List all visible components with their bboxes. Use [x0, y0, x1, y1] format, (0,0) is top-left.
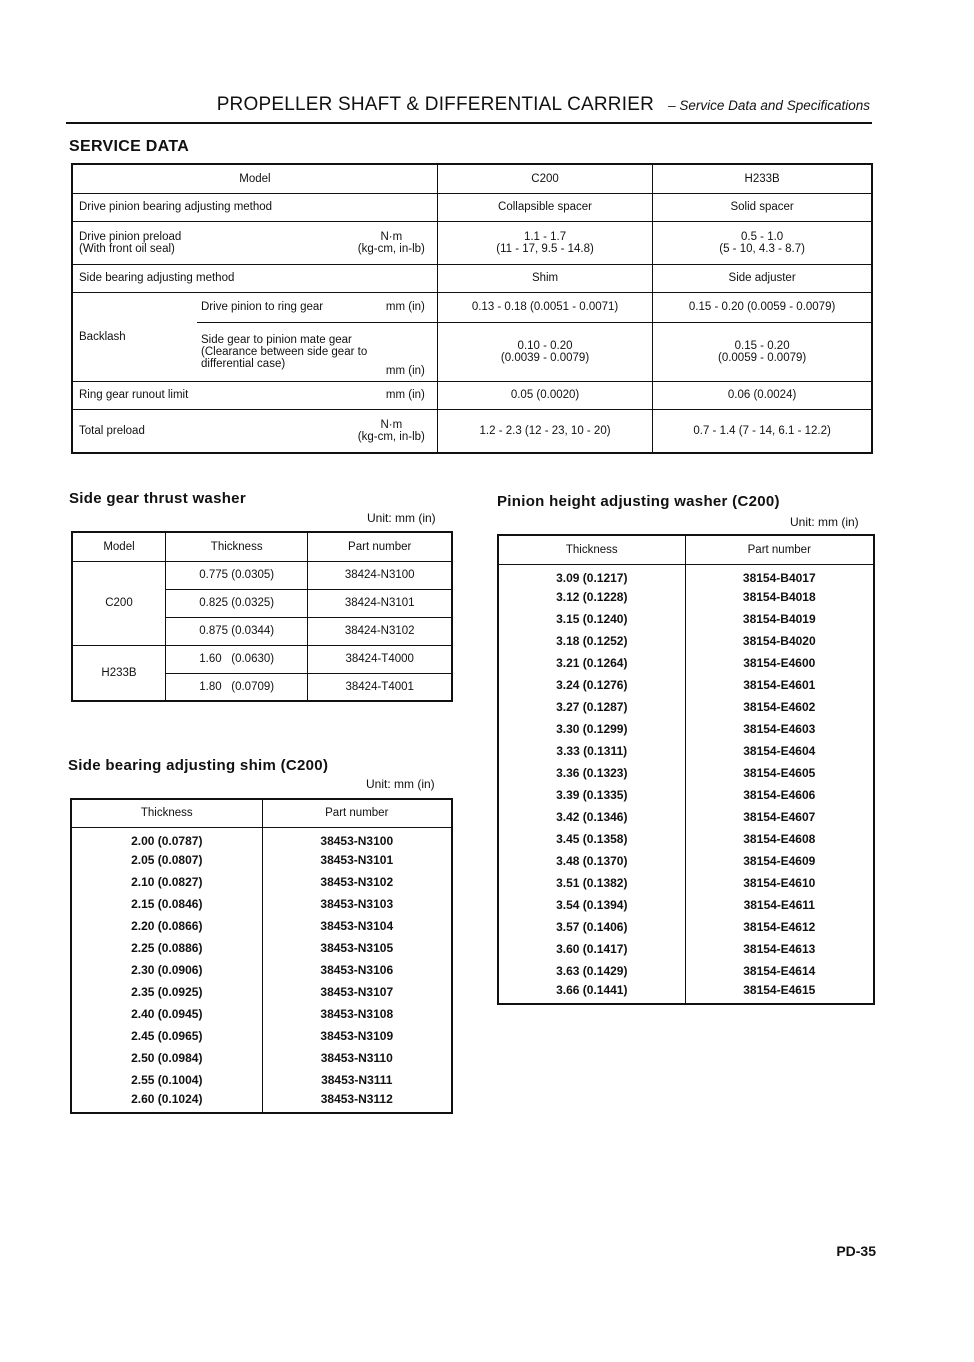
thickness-cell: 2.60 (0.1024)	[71, 1091, 262, 1113]
thickness-cell: 3.33 (0.1311)	[498, 740, 685, 762]
table-row	[498, 872, 874, 894]
thickness-cell: 3.39 (0.1335)	[498, 784, 685, 806]
pinion-washer-unit: Unit: mm (in)	[790, 515, 859, 529]
table-row-thickness: 0.775 (0.0305)	[165, 561, 307, 589]
table-row	[498, 938, 874, 960]
thickness-cell: 3.51 (0.1382)	[498, 872, 685, 894]
part-number-cell: 38154-E4612	[685, 916, 874, 938]
backlash-side-label: Side gear to pinion mate gear	[201, 333, 352, 346]
table-row-part: 38424-N3102	[308, 617, 452, 645]
header-model: Model	[72, 164, 437, 193]
part-number-cell: 38154-B4017	[685, 564, 874, 586]
thickness-cell: 2.00 (0.0787)	[71, 827, 262, 849]
part-number-cell: 38453-N3105	[262, 937, 452, 959]
part-number-cell: 38154-E4615	[685, 982, 874, 1004]
pinion-preload-unit: N·m	[380, 230, 403, 243]
thickness-cell: 2.05 (0.0807)	[71, 849, 262, 871]
thrust-model-c200: C200	[72, 561, 165, 645]
thrust-washer-title: Side gear thrust washer	[69, 490, 246, 507]
part-number-cell: 38453-N3108	[262, 1003, 452, 1025]
part-number-cell: 38154-E4609	[685, 850, 874, 872]
thickness-cell: 3.21 (0.1264)	[498, 652, 685, 674]
backlash-cell	[72, 292, 437, 381]
runout-unit: mm (in)	[385, 389, 425, 401]
part-number-cell: 38154-E4610	[685, 872, 874, 894]
thrust-header-part: Part number	[308, 532, 452, 561]
part-number-cell: 38453-N3111	[262, 1069, 452, 1091]
backlash-label: Backlash	[79, 330, 126, 343]
pinion-preload-sublabel: (With front oil seal)	[79, 242, 175, 255]
part-number-cell: 38453-N3100	[262, 827, 452, 849]
thickness-cell: 3.18 (0.1252)	[498, 630, 685, 652]
table-row	[498, 608, 874, 630]
table-row	[498, 982, 874, 1004]
backlash-ring-h233b: 0.15 - 0.20 (0.0059 - 0.0079)	[653, 292, 872, 322]
pinion-preload-h233b	[653, 221, 872, 264]
side-method-c200: Shim	[437, 264, 652, 292]
table-row	[498, 586, 874, 608]
part-number-cell: 38154-E4605	[685, 762, 874, 784]
runout-label-cell	[72, 381, 437, 409]
table-row	[498, 828, 874, 850]
thickness-cell: 2.30 (0.0906)	[71, 959, 262, 981]
page-title: PROPELLER SHAFT & DIFFERENTIAL CARRIER	[216, 94, 654, 115]
thrust-model-h233b: H233B	[72, 645, 165, 701]
table-row	[498, 960, 874, 982]
part-number-cell: 38453-N3106	[262, 959, 452, 981]
pinion-method-h233b: Solid spacer	[653, 193, 872, 221]
thickness-cell: 3.57 (0.1406)	[498, 916, 685, 938]
pinion-preload-h233b-value: 0.5 - 1.0	[741, 230, 784, 243]
total-preload-h233b: 0.7 - 1.4 (7 - 14, 6.1 - 12.2)	[653, 409, 872, 453]
thickness-cell: 2.35 (0.0925)	[71, 981, 262, 1003]
runout-label: Ring gear runout limit	[79, 389, 189, 401]
table-row	[498, 652, 874, 674]
thickness-cell: 3.09 (0.1217)	[498, 564, 685, 586]
service-data-table	[71, 163, 873, 454]
part-number-cell: 38154-E4607	[685, 806, 874, 828]
part-number-cell: 38453-N3112	[262, 1091, 452, 1113]
table-row-part: 38424-T4000	[308, 645, 452, 673]
pinion-washer-table	[497, 534, 875, 1005]
part-number-cell: 38154-E4611	[685, 894, 874, 916]
page-header	[66, 90, 872, 124]
table-row-thickness: 0.875 (0.0344)	[165, 617, 307, 645]
table-row-thickness: 1.60 (0.0630)	[165, 645, 307, 673]
shim-title: Side bearing adjusting shim (C200)	[68, 757, 329, 774]
part-number-cell: 38453-N3109	[262, 1025, 452, 1047]
pinion-preload-h233b-alt: (5 - 10, 4.3 - 8.7)	[719, 242, 805, 255]
backlash-side-h233b	[653, 322, 872, 381]
service-data-title: SERVICE DATA	[69, 138, 190, 155]
thickness-cell: 2.50 (0.0984)	[71, 1047, 262, 1069]
pinion-preload-label-cell	[72, 221, 437, 264]
thickness-cell: 3.12 (0.1228)	[498, 586, 685, 608]
runout-h233b: 0.06 (0.0024)	[653, 381, 872, 409]
thrust-washer-unit: Unit: mm (in)	[367, 511, 436, 525]
part-number-cell: 38154-E4606	[685, 784, 874, 806]
backlash-side-label3: differential case)	[201, 357, 286, 370]
thickness-cell: 3.45 (0.1358)	[498, 828, 685, 850]
page-subtitle: – Service Data and Specifications	[668, 98, 870, 113]
table-row	[498, 740, 874, 762]
thrust-washer-table	[71, 531, 453, 702]
table-row	[498, 762, 874, 784]
thickness-cell: 3.30 (0.1299)	[498, 718, 685, 740]
thickness-cell: 2.40 (0.0945)	[71, 1003, 262, 1025]
pinion-header-thickness: Thickness	[498, 535, 685, 564]
thickness-cell: 2.15 (0.0846)	[71, 893, 262, 915]
thickness-cell: 3.27 (0.1287)	[498, 696, 685, 718]
part-number-cell: 38154-E4604	[685, 740, 874, 762]
table-row	[498, 894, 874, 916]
pinion-preload-unit2: (kg-cm, in-lb)	[357, 242, 425, 255]
backlash-ring-unit: mm (in)	[385, 301, 425, 313]
backlash-ring-label: Drive pinion to ring gear	[201, 301, 324, 313]
table-row-part: 38424-N3101	[308, 589, 452, 617]
thickness-cell: 2.55 (0.1004)	[71, 1069, 262, 1091]
table-row	[71, 1003, 452, 1025]
shim-unit: Unit: mm (in)	[366, 777, 435, 791]
pinion-method-label: Drive pinion bearing adjusting method	[72, 193, 437, 221]
part-number-cell: 38453-N3107	[262, 981, 452, 1003]
pinion-washer-title: Pinion height adjusting washer (C200)	[497, 493, 780, 510]
part-number-cell: 38154-B4019	[685, 608, 874, 630]
table-row-thickness: 1.80 (0.0709)	[165, 673, 307, 701]
header-h233b: H233B	[653, 164, 872, 193]
side-method-h233b: Side adjuster	[653, 264, 872, 292]
table-row-part: 38424-T4001	[308, 673, 452, 701]
part-number-cell: 38154-E4614	[685, 960, 874, 982]
thickness-cell: 3.36 (0.1323)	[498, 762, 685, 784]
table-row	[498, 564, 874, 586]
thickness-cell: 3.63 (0.1429)	[498, 960, 685, 982]
part-number-cell: 38154-E4608	[685, 828, 874, 850]
thickness-cell: 3.48 (0.1370)	[498, 850, 685, 872]
table-row	[498, 630, 874, 652]
part-number-cell: 38453-N3103	[262, 893, 452, 915]
part-number-cell: 38154-E4613	[685, 938, 874, 960]
table-row	[498, 784, 874, 806]
table-row	[71, 1047, 452, 1069]
table-row	[71, 981, 452, 1003]
thickness-cell: 3.15 (0.1240)	[498, 608, 685, 630]
table-row	[498, 696, 874, 718]
thickness-cell: 2.20 (0.0866)	[71, 915, 262, 937]
backlash-side-unit: mm (in)	[385, 364, 425, 377]
part-number-cell: 38453-N3110	[262, 1047, 452, 1069]
table-row	[71, 937, 452, 959]
thrust-header-model: Model	[72, 532, 165, 561]
pinion-preload-c200	[437, 221, 652, 264]
table-row	[498, 718, 874, 740]
thickness-cell: 2.25 (0.0886)	[71, 937, 262, 959]
side-method-label: Side bearing adjusting method	[72, 264, 437, 292]
part-number-cell: 38453-N3104	[262, 915, 452, 937]
part-number-cell: 38154-B4020	[685, 630, 874, 652]
page-number: PD-35	[836, 1243, 876, 1259]
table-row-part: 38424-N3100	[308, 561, 452, 589]
table-row-thickness: 0.825 (0.0325)	[165, 589, 307, 617]
table-row	[71, 1025, 452, 1047]
backlash-side-h233b-alt: (0.0059 - 0.0079)	[717, 351, 807, 364]
pinion-preload-c200-value: 1.1 - 1.7	[523, 230, 567, 243]
thickness-cell: 3.54 (0.1394)	[498, 894, 685, 916]
table-row	[71, 849, 452, 871]
backlash-ring-c200: 0.13 - 0.18 (0.0051 - 0.0071)	[437, 292, 652, 322]
header-c200: C200	[437, 164, 652, 193]
backlash-side-c200-value: 0.10 - 0.20	[517, 339, 573, 352]
shim-header-thickness: Thickness	[71, 799, 262, 827]
backlash-side-h233b-value: 0.15 - 0.20	[734, 339, 790, 352]
table-row	[71, 893, 452, 915]
table-row	[498, 916, 874, 938]
backlash-side-c200-alt: (0.0039 - 0.0079)	[500, 351, 590, 364]
table-row	[71, 827, 452, 849]
total-preload-label: Total preload	[79, 424, 145, 437]
runout-c200: 0.05 (0.0020)	[437, 381, 652, 409]
thickness-cell: 2.10 (0.0827)	[71, 871, 262, 893]
table-row	[498, 674, 874, 696]
backlash-side-c200	[437, 322, 652, 381]
table-row	[71, 871, 452, 893]
thrust-header-thickness: Thickness	[165, 532, 307, 561]
pinion-method-c200: Collapsible spacer	[437, 193, 652, 221]
part-number-cell: 38154-B4018	[685, 586, 874, 608]
total-preload-unit2: (kg-cm, in-lb)	[357, 430, 425, 443]
total-preload-c200: 1.2 - 2.3 (12 - 23, 10 - 20)	[437, 409, 652, 453]
thickness-cell: 2.45 (0.0965)	[71, 1025, 262, 1047]
thickness-cell: 3.24 (0.1276)	[498, 674, 685, 696]
part-number-cell: 38453-N3102	[262, 871, 452, 893]
shim-table	[70, 798, 453, 1114]
table-row	[71, 959, 452, 981]
part-number-cell: 38154-E4600	[685, 652, 874, 674]
part-number-cell: 38154-E4601	[685, 674, 874, 696]
pinion-preload-c200-alt: (11 - 17, 9.5 - 14.8)	[496, 242, 594, 255]
total-preload-label-cell	[72, 409, 437, 453]
table-row	[71, 1091, 452, 1113]
part-number-cell: 38154-E4602	[685, 696, 874, 718]
backlash-side-label2: (Clearance between side gear to	[201, 345, 368, 358]
pinion-header-part: Part number	[685, 535, 874, 564]
table-row	[71, 915, 452, 937]
table-row	[498, 806, 874, 828]
pinion-preload-label: Drive pinion preload	[79, 230, 182, 243]
thickness-cell: 3.66 (0.1441)	[498, 982, 685, 1004]
total-preload-unit: N·m	[380, 418, 403, 431]
thickness-cell: 3.42 (0.1346)	[498, 806, 685, 828]
shim-header-part: Part number	[262, 799, 452, 827]
part-number-cell: 38154-E4603	[685, 718, 874, 740]
table-row	[71, 1069, 452, 1091]
part-number-cell: 38453-N3101	[262, 849, 452, 871]
thickness-cell: 3.60 (0.1417)	[498, 938, 685, 960]
table-row	[498, 850, 874, 872]
